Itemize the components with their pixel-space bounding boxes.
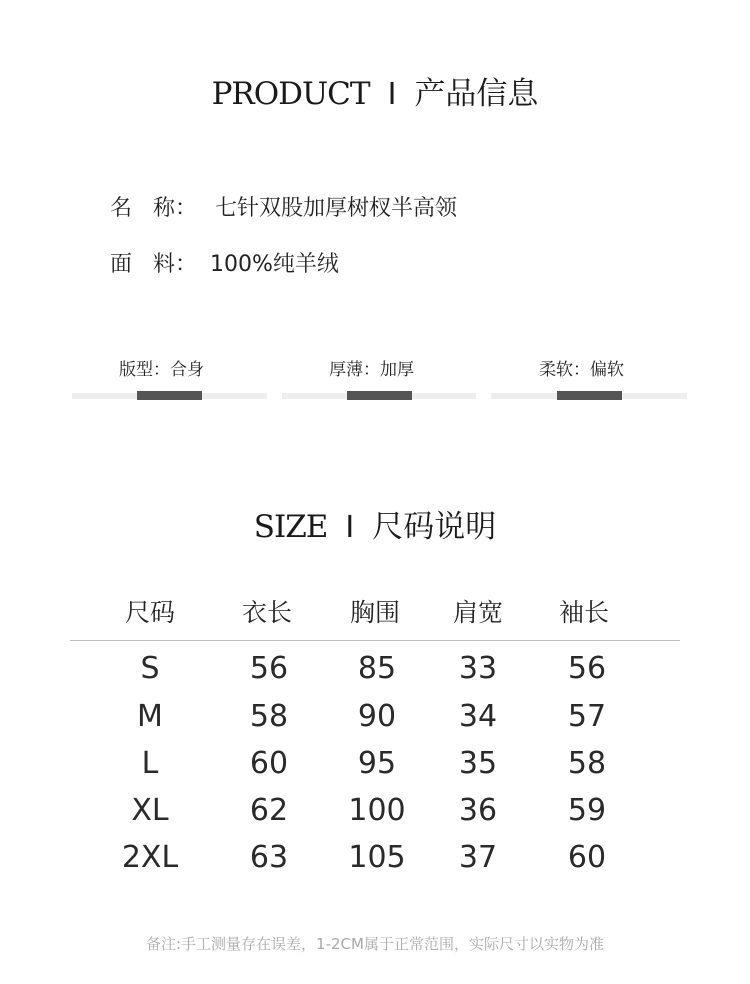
attribute-fit <box>119 355 204 380</box>
table-cell: 36 <box>458 793 498 828</box>
thickness-level-indicator <box>347 391 412 400</box>
table-cell-size: L <box>141 746 159 781</box>
table-cell: 58 <box>567 746 607 781</box>
table-cell-size: M <box>137 699 163 734</box>
table-divider <box>70 640 680 641</box>
info-row-name <box>110 191 457 222</box>
table-cell: 33 <box>458 651 498 686</box>
table-cell: 35 <box>458 746 498 781</box>
table-cell: 90 <box>357 699 397 734</box>
attribute-label: 厚薄： <box>329 360 380 380</box>
table-cell: 85 <box>357 651 397 686</box>
table-cell: 100 <box>348 793 406 828</box>
attribute-thickness <box>329 355 414 380</box>
table-cell: 60 <box>567 840 607 875</box>
table-cell-size: S <box>140 651 160 686</box>
size-title-en: SIZE <box>253 509 328 545</box>
table-cell: 62 <box>249 793 289 828</box>
attribute-value: 加厚 <box>380 360 414 380</box>
table-cell: 63 <box>249 840 289 875</box>
table-cell: 37 <box>458 840 498 875</box>
measurement-note: 备注:手工测量存在误差，1-2CM属于正常范围，实际尺寸以实物为准 <box>146 935 604 953</box>
fit-level-indicator <box>137 391 202 400</box>
info-row-fabric <box>110 247 339 278</box>
info-value: 七针双股加厚树杈半高领 <box>215 196 458 221</box>
product-title-cn: 产品信息 <box>414 76 539 112</box>
table-cell: 56 <box>249 651 289 686</box>
table-cell-size: XL <box>131 793 169 828</box>
table-cell: 60 <box>249 746 289 781</box>
softness-level-indicator <box>557 391 622 400</box>
table-cell-size: 2XL <box>121 840 179 875</box>
info-label: 名 称： <box>110 196 197 221</box>
size-section-title <box>0 501 750 546</box>
table-header-shoulder: 肩宽 <box>452 598 503 627</box>
table-cell: 95 <box>357 746 397 781</box>
product-title-en: PRODUCT <box>211 76 370 112</box>
table-cell: 58 <box>249 699 289 734</box>
info-label: 面 料： <box>110 252 197 277</box>
product-section-title <box>0 68 750 113</box>
table-cell: 59 <box>567 793 607 828</box>
table-cell: 56 <box>567 651 607 686</box>
table-header-size: 尺码 <box>124 598 175 627</box>
title-separator: I <box>345 510 355 545</box>
attribute-value: 偏软 <box>590 360 624 380</box>
title-separator: I <box>387 77 397 112</box>
table-cell: 105 <box>348 840 406 875</box>
info-value: 100%纯羊绒 <box>210 252 339 277</box>
table-header-chest: 胸围 <box>349 598 400 627</box>
table-cell: 34 <box>458 699 498 734</box>
table-header-length: 衣长 <box>241 598 292 627</box>
attribute-softness <box>539 355 624 380</box>
attribute-label: 版型： <box>119 360 170 380</box>
table-header-sleeve: 袖长 <box>558 598 609 627</box>
table-cell: 57 <box>567 699 607 734</box>
attribute-value: 合身 <box>170 360 204 380</box>
attribute-label: 柔软： <box>539 360 590 380</box>
size-title-cn: 尺码说明 <box>372 509 497 545</box>
